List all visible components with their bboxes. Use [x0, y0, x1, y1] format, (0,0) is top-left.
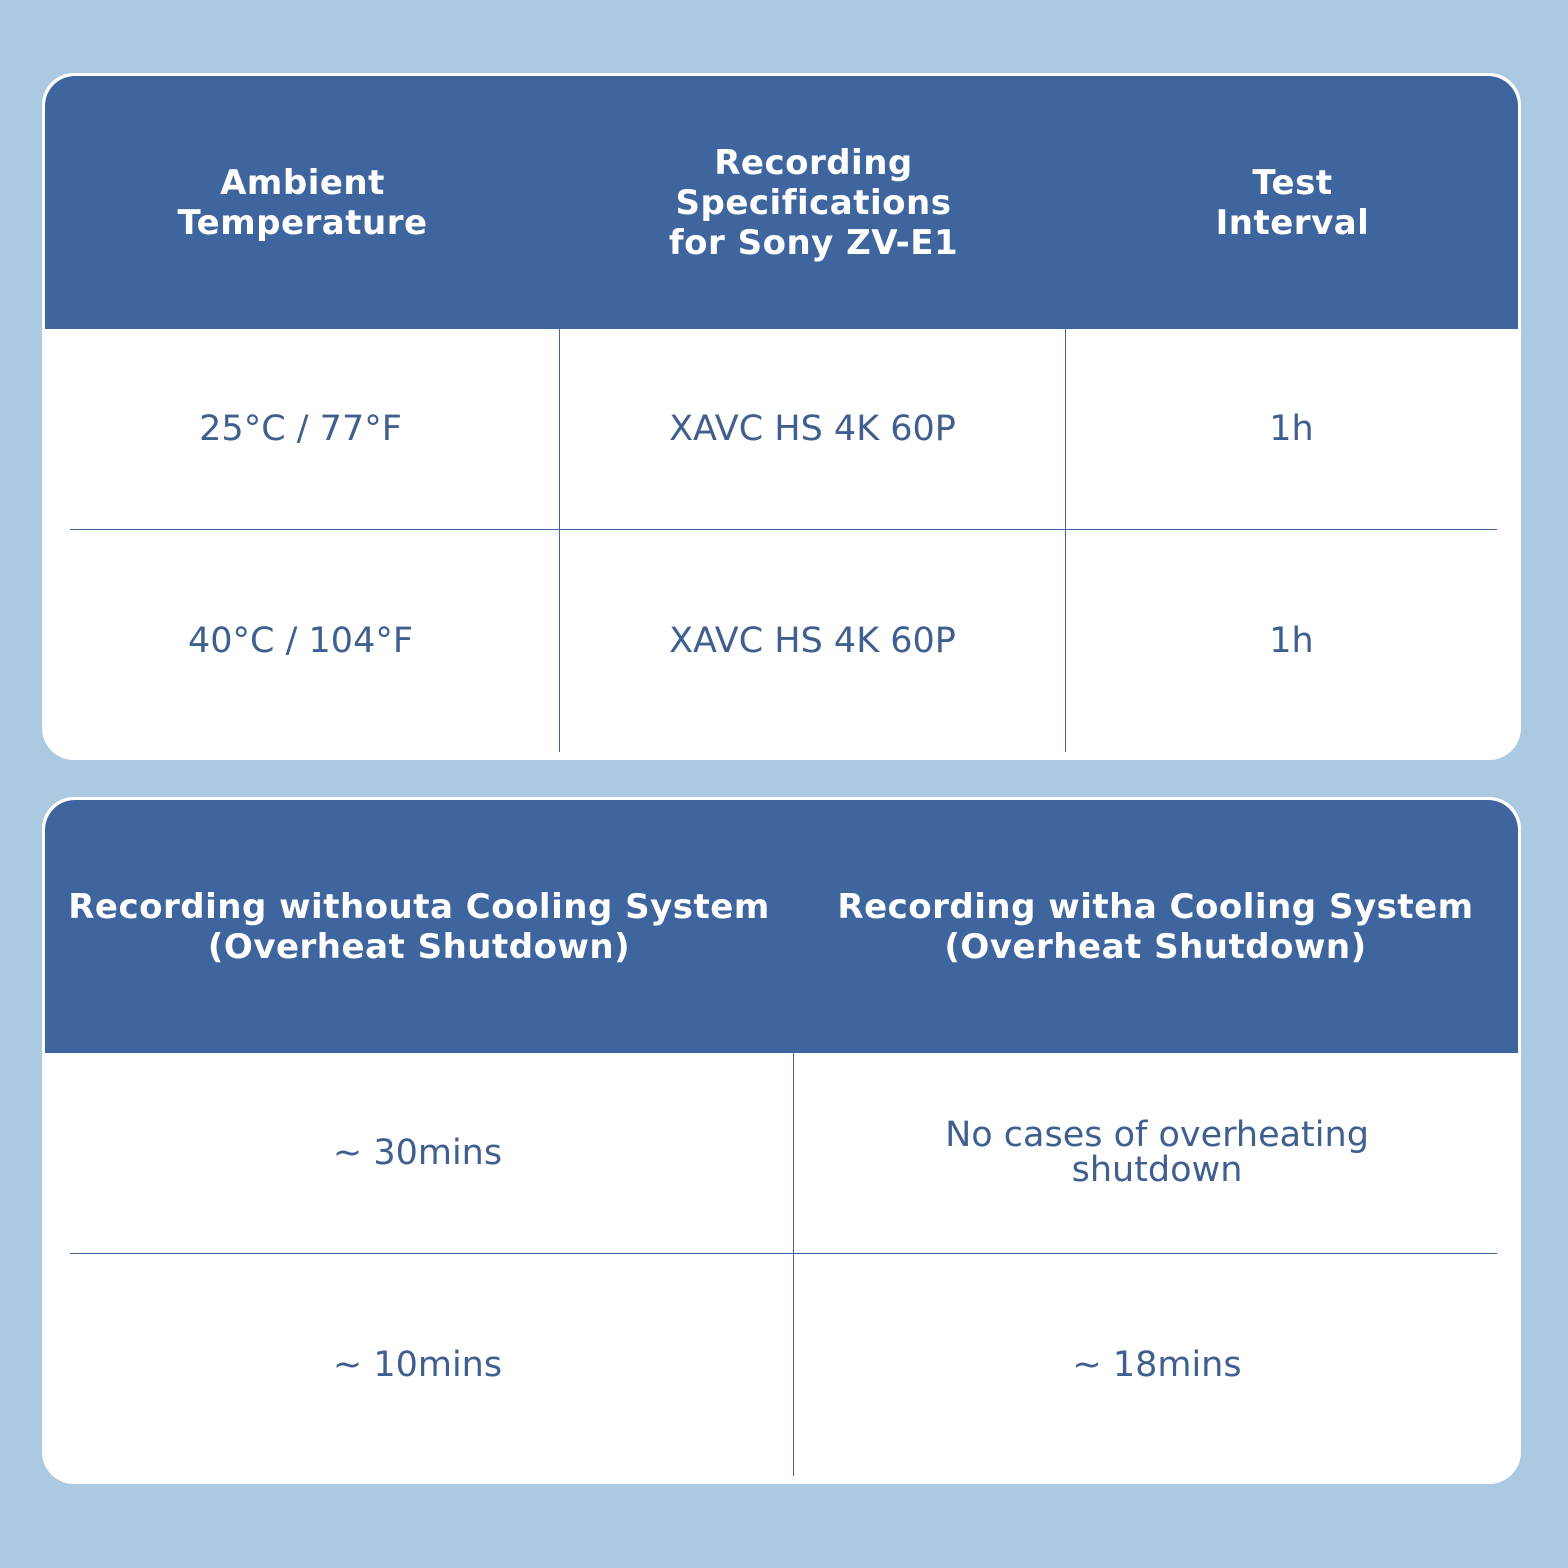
column-divider: [559, 329, 560, 752]
table-cell: 25°C / 77°F: [199, 408, 402, 449]
table-cell: ~ 18mins: [1072, 1344, 1242, 1385]
table-cell: No cases of overheating shutdown: [945, 1115, 1369, 1190]
header-recording-specifications: Recording Specifications for Sony ZV-E1: [668, 142, 959, 263]
table-header: [45, 76, 1518, 329]
header-with-cooling: Recording witha Cooling System (Overheat Shutdown): [837, 886, 1474, 967]
table-cell: XAVC HS 4K 60P: [669, 620, 956, 661]
table-cell: ~ 30mins: [332, 1132, 503, 1173]
column-divider: [793, 1053, 794, 1476]
table-cell: 40°C / 104°F: [188, 620, 413, 661]
table-cell: ~ 10mins: [332, 1344, 503, 1385]
header-test-interval: Test Interval: [1215, 162, 1370, 243]
table-cell: XAVC HS 4K 60P: [669, 408, 956, 449]
table-cell: 1h: [1269, 620, 1314, 661]
table-header: [45, 800, 1518, 1053]
recording-spec-table: [42, 73, 1521, 760]
header-without-cooling: Recording withouta Cooling System (Overheat Shutdown): [68, 886, 770, 967]
column-divider: [1065, 329, 1066, 752]
header-ambient-temperature: Ambient Temperature: [177, 162, 428, 243]
table-cell: 1h: [1269, 408, 1314, 449]
overheat-comparison-table: [42, 797, 1521, 1484]
